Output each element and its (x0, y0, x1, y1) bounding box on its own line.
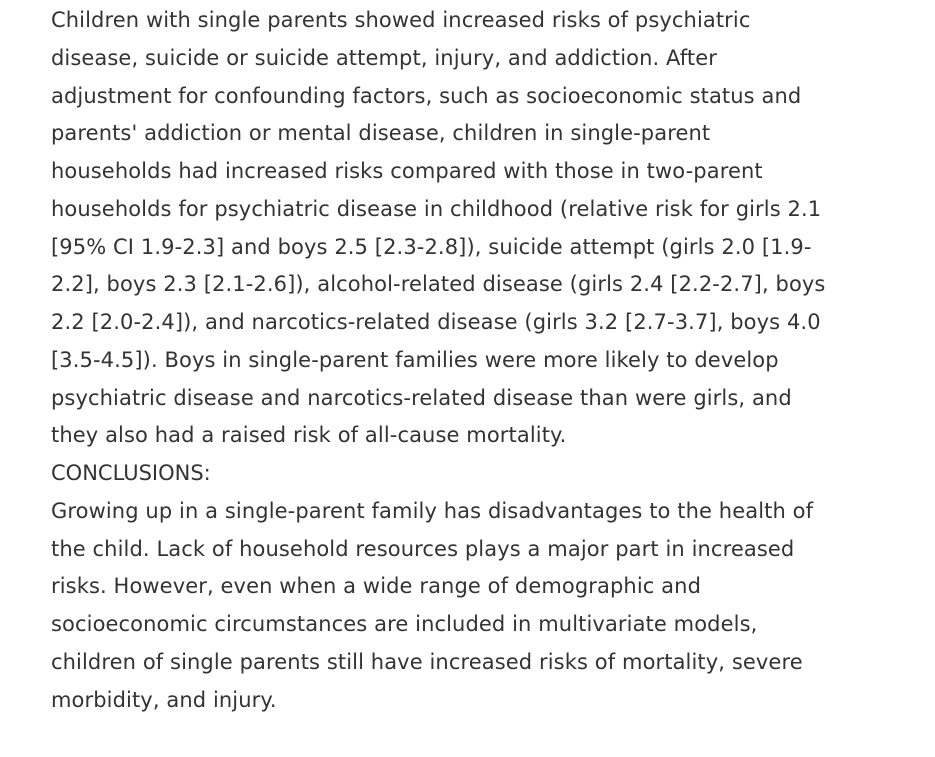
results-paragraph: Children with single parents showed increased risks of psychiatric disease, suicide or suicide attempt, injury, and addiction. After adjustment for confounding factors, such as socioeconomic status and parents' addiction or mental disease, children in single-parent households had increased risks compared with those in two-parent households for psychiatric disease in childhood (relative risk for girls 2.1 [95% CI 1.9-2.3] and boys 2.5 [2.3-2.8]), suicide attempt (girls 2.0 [1.9- 2.2], boys 2.3 [2.1-2.6]), alcohol-related disease (girls 2.4 [2.2-2.7], boys 2.2 [2.0-2.4]), and narcotics-related disease (girls 3.2 [2.7-3.7], boys 4.0 [3.5-4.5]). Boys in single-parent families were more likely to develop psychiatric disease and narcotics-related disease than were girls, and they also had a raised risk of all-cause mortality. (51, 8, 826, 448)
conclusions-heading: CONCLUSIONS: (51, 461, 211, 485)
conclusions-paragraph: Growing up in a single-parent family has disadvantages to the health of the child. Lack of household resources plays a major part in increased risks. However, even when a wide range of demographic and socioeconomic circumstances are included in multivariate models, children of single parents still have increased risks of mortality, severe morbidity, and injury. (51, 498, 814, 712)
abstract-body (51, 2, 911, 719)
